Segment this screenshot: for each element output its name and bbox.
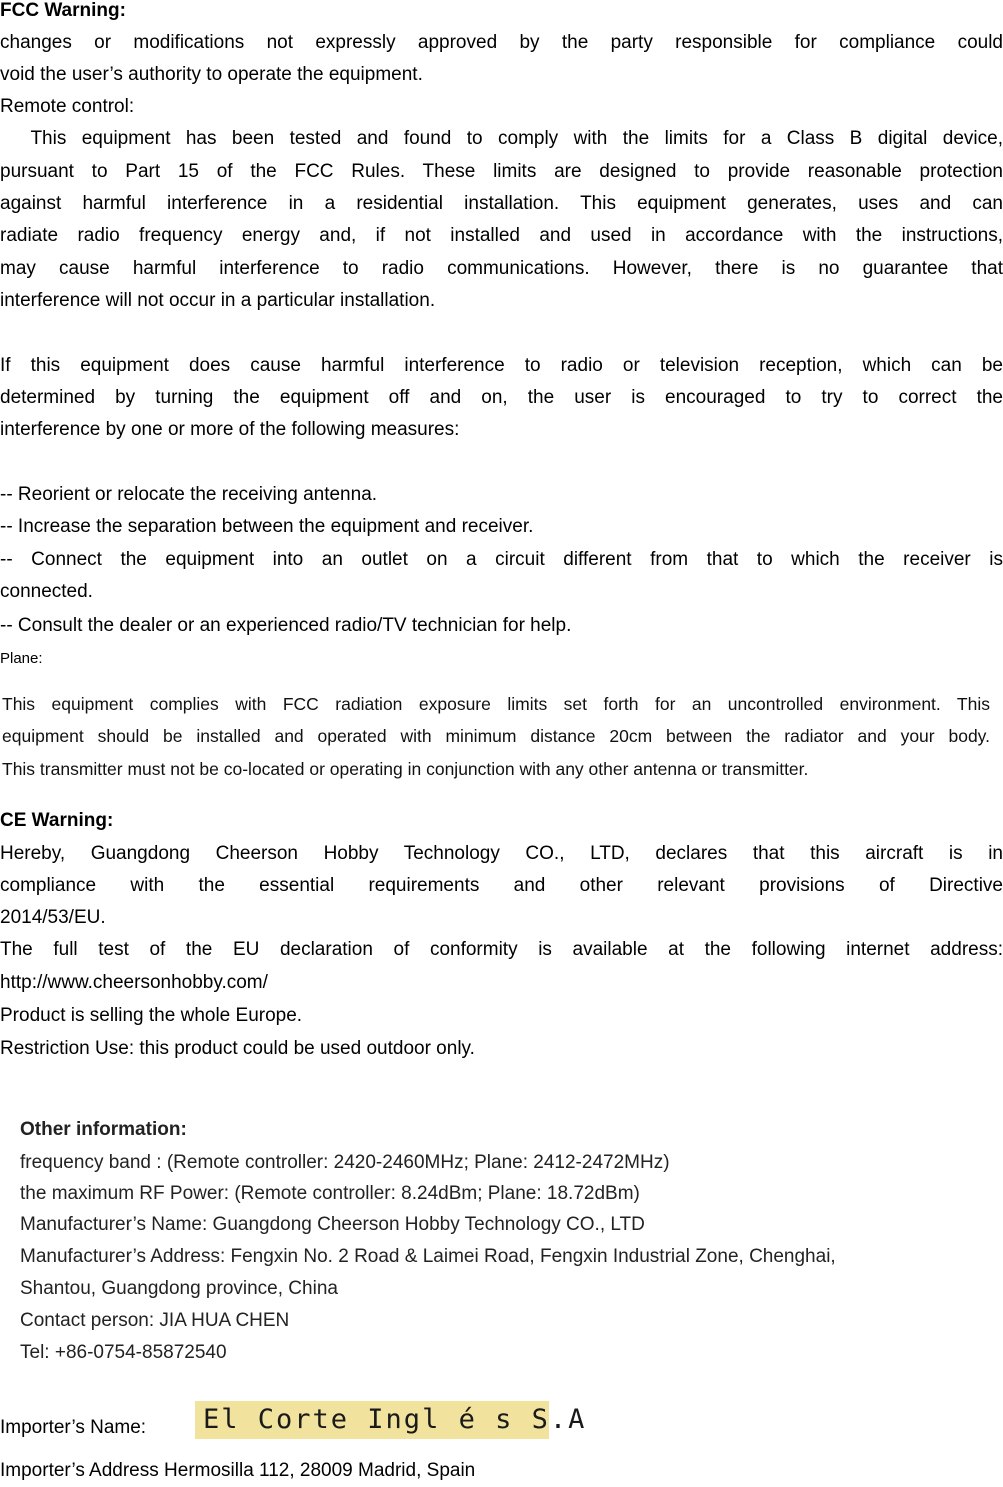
measure-item: -- Increase the separation between the equipment and receiver. [0,516,534,537]
importer-name-stamp: El Corte Ingl é s S.A [195,1401,549,1439]
ce-text-line: Product is selling the whole Europe. [0,1005,303,1026]
other-info-line: Tel: +86-0754-85872540 [20,1342,227,1363]
fcc-paragraph-line: radiate radio frequency energy and, if not installed and used in accordance with the instructions, [0,225,1003,246]
fcc-heading: FCC Warning: [0,0,126,21]
fcc-paragraph-line: interference will not occur in a particular installation. [0,290,436,311]
other-info-line: Shantou, Guangdong province, China [20,1278,338,1299]
fcc-paragraph-line: may cause harmful interference to radio communications. However, there is no guarantee that [0,258,1003,279]
fcc-paragraph-line: This equipment has been tested and found to comply with the limits for a Class B digital device, [0,128,1003,149]
ce-text-line: Restriction Use: this product could be used outdoor only. [0,1038,475,1059]
ce-text-line: The full test of the EU declaration of conformity is available at the following internet address: [0,939,1003,960]
remote-control-label: Remote control: [0,96,135,117]
ce-website-link[interactable]: http://www.cheersonhobby.com/ [0,972,268,993]
fcc-text-line: void the user’s authority to operate the equipment. [0,64,423,85]
fcc-paragraph-line: If this equipment does cause harmful interference to radio or television reception, which can be [0,355,1003,376]
plane-label: Plane: [0,650,43,667]
other-info-line: Manufacturer’s Name: Guangdong Cheerson Hobby Technology CO., LTD [20,1214,645,1235]
other-info-line: frequency band : (Remote controller: 2420-2460MHz; Plane: 2412-2472MHz) [20,1152,670,1173]
fcc-paragraph-line: pursuant to Part 15 of the FCC Rules. These limits are designed to provide reasonable protection [0,161,1003,182]
other-info-line: the maximum RF Power: (Remote controller: 8.24dBm; Plane: 18.72dBm) [20,1183,640,1204]
fcc-paragraph-line: determined by turning the equipment off and on, the user is encouraged to try to correct the [0,387,1003,408]
importer-address: Importer’s Address Hermosilla 112, 28009 Madrid, Spain [0,1460,476,1481]
other-info-line: Manufacturer’s Address: Fengxin No. 2 Road & Laimei Road, Fengxin Industrial Zone, Chenghai, [20,1246,836,1267]
other-info-line: Contact person: JIA HUA CHEN [20,1310,290,1331]
plane-exposure-line: This equipment complies with FCC radiation exposure limits set forth for an uncontrolled environment. This [2,694,990,714]
plane-exposure-line: equipment should be installed and operated with minimum distance 20cm between the radiator and your body. [2,726,990,746]
fcc-paragraph-line: interference by one or more of the following measures: [0,419,460,440]
measure-item: -- Connect the equipment into an outlet on a circuit different from that to which the receiver is [0,549,1003,570]
fcc-paragraph-line: against harmful interference in a residential installation. This equipment generates, uses and can [0,193,1003,214]
ce-text-line: Hereby, Guangdong Cheerson Hobby Technology CO., LTD, declares that this aircraft is in [0,843,1003,864]
ce-text-line: 2014/53/EU. [0,907,106,928]
measure-item: -- Reorient or relocate the receiving antenna. [0,484,378,505]
other-info-heading: Other information: [20,1119,187,1140]
measure-item: connected. [0,581,93,602]
fcc-text-line: changes or modifications not expressly approved by the party responsible for compliance could [0,32,1003,53]
plane-exposure-line: This transmitter must not be co-located or operating in conjunction with any other antenna or transmitter. [2,759,809,779]
importer-name-label: Importer’s Name: [0,1417,147,1438]
ce-text-line: compliance with the essential requirements and other relevant provisions of Directive [0,875,1003,896]
measure-item: -- Consult the dealer or an experienced radio/TV technician for help. [0,615,572,636]
ce-heading: CE Warning: [0,810,114,831]
